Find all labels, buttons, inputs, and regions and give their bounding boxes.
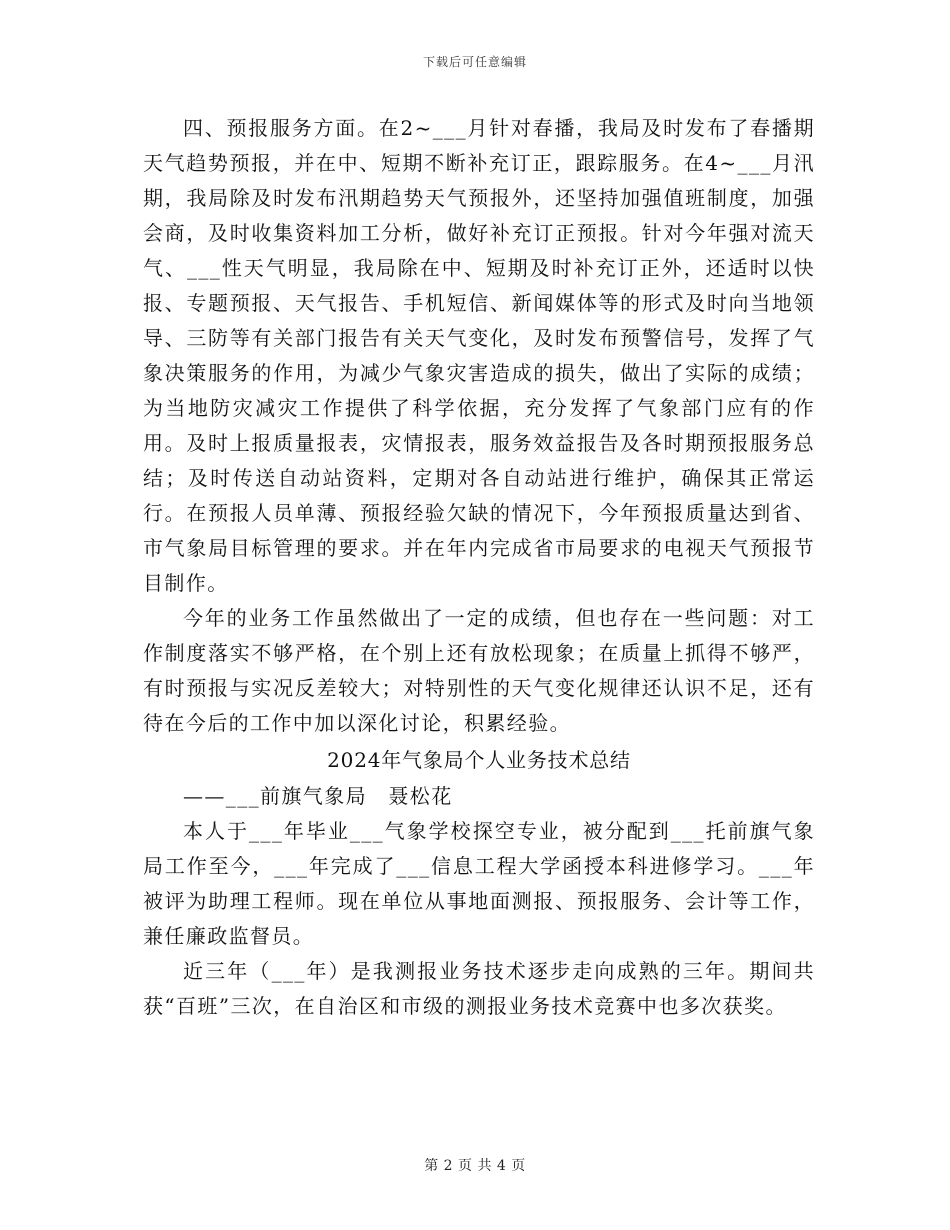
document-body — [143, 111, 815, 1024]
byline: ——___前旗气象局 聂松花 — [183, 784, 453, 808]
paragraph-forecast-service: 四、预报服务方面。在2~___月针对春播，我局及时发布了春播期天气趋势预报，并在中、短期不断补充订正，跟踪服务。在4~___月汛期，我局除及时发布汛期趋势天气预报外，还坚持加强值班制度，加强会商，及时收集资料加工分析，做好补充订正预报。针对今年强对流天气、___性天气明显，我局除在中、短期及时补充订正外，还适时以快报、专题预报、天气报告、手机短信、新闻媒体等的形式及时向当地领导、三防等有关部门报告有关天气变化，及时发布预警信号，发挥了气象决策服务的作用，为减少气象灾害造成的损失，做出了实际的成绩；为当地防灾减灾工作提供了科学依据，充分发挥了气象部门应有的作用。及时上报质量报表，灾情报表，服务效益报告及各时期预报服务总结；及时传送自动站资料，定期对各自动站进行维护，确保其正常运行。在预报人员单薄、预报经验欠缺的情况下，今年预报质量达到省、市气象局目标管理的要求。并在年内完成省市局要求的电视天气预报节目制作。 — [143, 116, 815, 595]
paragraph-problems: 今年的业务工作虽然做出了一定的成绩，但也存在一些问题：对工作制度落实不够严格，在个别上还有放松现象；在质量上抓得不够严，有时预报与实况反差较大；对特别性的天气变化规律还认识不足，还有待在今后的工作中加以深化讨论，积累经验。 — [143, 606, 815, 735]
paragraph-personal-background: 本人于___年毕业___气象学校探空专业，被分配到___托前旗气象局工作至今，___年完成了___信息工程大学函授本科进修学习。___年被评为助理工程师。现在单位从事地面测报、预报服务、会计等工作，兼任廉政监督员。 — [143, 819, 815, 948]
section-title: 2024年气象局个人业务技术总结 — [327, 748, 631, 772]
paragraph-recent-years: 近三年（___年）是我测报业务技术逐步走向成熟的三年。期间共获“百班”三次，在自治区和市级的测报业务技术竞赛中也多次获奖。 — [143, 959, 815, 1018]
page-header-note: 下载后可任意编辑 — [422, 55, 527, 69]
page-number: 第 2 页 共 4 页 — [424, 1158, 526, 1174]
